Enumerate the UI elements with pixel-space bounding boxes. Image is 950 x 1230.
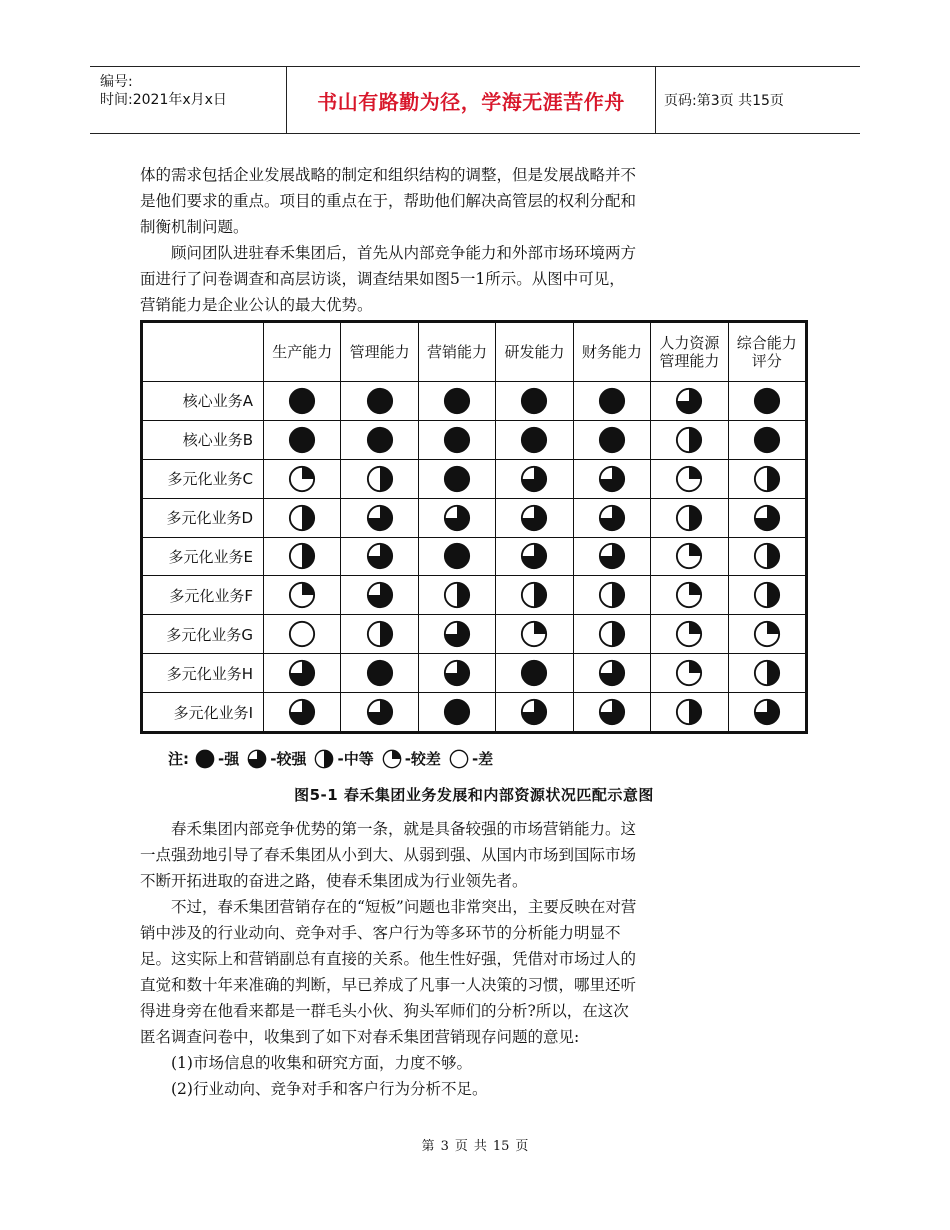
rating-cell xyxy=(496,693,573,732)
rating-cell xyxy=(573,576,650,615)
rating-three-quarter-icon xyxy=(520,542,548,570)
rating-cell xyxy=(651,420,728,459)
legend-item xyxy=(449,748,493,769)
footer-text: 页 xyxy=(454,1139,468,1154)
rating-cell xyxy=(573,537,650,576)
rating-cell xyxy=(496,382,573,421)
matrix-header-row xyxy=(143,323,806,382)
rating-half-icon xyxy=(675,426,703,454)
rating-cell xyxy=(264,498,341,537)
rating-three-quarter-icon xyxy=(598,698,626,726)
rating-full-icon xyxy=(443,426,471,454)
column-header xyxy=(573,323,650,382)
column-header-line: 评分 xyxy=(751,352,782,370)
rating-full-icon xyxy=(288,426,316,454)
table-row xyxy=(143,498,806,537)
rating-cell xyxy=(496,498,573,537)
matrix-table xyxy=(142,322,806,732)
table-row xyxy=(143,537,806,576)
rating-cell xyxy=(418,498,495,537)
matrix-body xyxy=(143,382,806,732)
rating-full-icon xyxy=(195,749,215,769)
rating-three-quarter-icon xyxy=(598,659,626,687)
rating-cell xyxy=(728,382,805,421)
rating-three-quarter-icon xyxy=(520,465,548,493)
rating-cell xyxy=(496,420,573,459)
rating-cell xyxy=(651,615,728,654)
footer-text: 第 xyxy=(421,1139,435,1154)
rating-quarter-icon xyxy=(382,749,402,769)
rating-half-icon xyxy=(753,465,781,493)
column-header xyxy=(496,323,573,382)
row-label: 多元化业务D xyxy=(143,498,264,537)
rating-cell xyxy=(573,615,650,654)
row-label: 多元化业务F xyxy=(143,576,264,615)
rating-quarter-icon xyxy=(675,620,703,648)
rating-three-quarter-icon xyxy=(288,659,316,687)
rating-quarter-icon xyxy=(288,465,316,493)
rating-cell xyxy=(418,654,495,693)
row-label: 核心业务A xyxy=(143,382,264,421)
top-paragraph: 体的需求包括企业发展战略的制定和组织结构的调整，但是发展战略并不是他们要求的重点。项目的重点在于，帮助他们解决高管层的权利分配和制衡机制问题。 xyxy=(140,166,637,236)
rating-full-icon xyxy=(366,387,394,415)
document-number-label: 编号: xyxy=(100,74,133,90)
rating-cell xyxy=(651,576,728,615)
column-header-line: 综合能力 xyxy=(736,334,797,352)
rating-full-icon xyxy=(443,542,471,570)
rating-full-icon xyxy=(288,387,316,415)
rating-three-quarter-icon xyxy=(443,659,471,687)
rating-half-icon xyxy=(288,504,316,532)
rating-cell xyxy=(728,654,805,693)
matrix-corner-cell xyxy=(143,323,264,382)
page-footer xyxy=(0,1135,950,1154)
rating-three-quarter-icon xyxy=(598,542,626,570)
document-time-label: 时间:2021年x月x日 xyxy=(100,92,227,108)
row-label: 多元化业务I xyxy=(143,693,264,732)
rating-cell xyxy=(573,498,650,537)
row-label: 多元化业务H xyxy=(143,654,264,693)
legend-item xyxy=(195,748,239,769)
rating-cell xyxy=(341,459,418,498)
rating-half-icon xyxy=(753,659,781,687)
column-header-line: 财务能力 xyxy=(581,343,642,361)
header-meta xyxy=(90,67,286,133)
column-header-line: 人力资源 xyxy=(659,334,720,352)
rating-cell xyxy=(264,654,341,693)
rating-empty-icon xyxy=(288,620,316,648)
rating-full-icon xyxy=(520,659,548,687)
rating-cell xyxy=(573,420,650,459)
body-text-bottom xyxy=(140,816,640,1102)
rating-cell xyxy=(496,576,573,615)
rating-cell xyxy=(651,693,728,732)
rating-half-icon xyxy=(598,620,626,648)
rating-cell xyxy=(496,654,573,693)
rating-cell xyxy=(264,382,341,421)
table-row xyxy=(143,654,806,693)
rating-half-icon xyxy=(443,581,471,609)
rating-cell xyxy=(418,537,495,576)
rating-cell xyxy=(573,654,650,693)
rating-cell xyxy=(341,382,418,421)
rating-cell xyxy=(264,459,341,498)
rating-full-icon xyxy=(753,387,781,415)
rating-quarter-icon xyxy=(675,465,703,493)
rating-cell xyxy=(496,537,573,576)
rating-half-icon xyxy=(753,581,781,609)
rating-full-icon xyxy=(443,698,471,726)
column-header-line: 管理能力 xyxy=(659,352,720,370)
rating-three-quarter-icon xyxy=(753,698,781,726)
rating-cell xyxy=(573,382,650,421)
rating-three-quarter-icon xyxy=(247,749,267,769)
rating-cell xyxy=(418,420,495,459)
rating-cell xyxy=(651,382,728,421)
rating-three-quarter-icon xyxy=(753,504,781,532)
column-header xyxy=(728,323,805,382)
rating-quarter-icon xyxy=(675,581,703,609)
rating-cell xyxy=(341,537,418,576)
rating-cell xyxy=(651,537,728,576)
rating-full-icon xyxy=(753,426,781,454)
legend-label: -差 xyxy=(471,750,494,768)
legend-label: -中等 xyxy=(337,750,374,768)
rating-cell xyxy=(651,654,728,693)
rating-three-quarter-icon xyxy=(366,581,394,609)
rating-cell xyxy=(341,654,418,693)
rating-full-icon xyxy=(598,426,626,454)
rating-full-icon xyxy=(366,426,394,454)
rating-three-quarter-icon xyxy=(366,698,394,726)
rating-half-icon xyxy=(288,542,316,570)
bottom-paragraph: 春禾集团内部竞争优势的第一条，就是具备较强的市场营销能力。这一点强劲地引导了春禾集团从小到大、从弱到强、从国内市场到国际市场不断开拓进取的奋进之路，使春禾集团成为行业领先者。 xyxy=(140,820,637,890)
rating-three-quarter-icon xyxy=(520,504,548,532)
legend xyxy=(168,748,499,769)
footer-text: 页 xyxy=(515,1139,529,1154)
footer-text: 15 xyxy=(492,1139,510,1154)
rating-half-icon xyxy=(753,542,781,570)
rating-cell xyxy=(418,615,495,654)
bottom-paragraph: (1)市场信息的收集和研究方面，力度不够。 xyxy=(171,1054,472,1072)
legend-note: 注: xyxy=(168,750,189,768)
rating-cell xyxy=(264,420,341,459)
rating-cell xyxy=(264,615,341,654)
rating-half-icon xyxy=(314,749,334,769)
rating-cell xyxy=(496,459,573,498)
rating-cell xyxy=(341,420,418,459)
rating-cell xyxy=(418,576,495,615)
bottom-paragraph: (2)行业动向、竞争对手和客户行为分析不足。 xyxy=(171,1080,488,1098)
column-header xyxy=(651,323,728,382)
header-motto: 书山有路勤为径，学海无涯苦作舟 xyxy=(286,67,656,133)
rating-cell xyxy=(264,537,341,576)
legend-item xyxy=(382,748,441,769)
rating-three-quarter-icon xyxy=(598,465,626,493)
table-row xyxy=(143,420,806,459)
bottom-paragraph: 不过，春禾集团营销存在的“短板”问题也非常突出，主要反映在对营销中涉及的行业动向、竞争对手、客户行为等多环节的分析能力明显不足。这实际上和营销副总有直接的关系。他生性好强，凭借对市场过人的直觉和数十年来准确的判断，早已养成了凡事一人决策的习惯，哪里还听得进身旁在他看来都是一群毛头小伙、狗头军师们的分析?所以，在这次匿名调查问卷中，收集到了如下对春禾集团营销现存问题的意见: xyxy=(140,898,637,1046)
rating-cell xyxy=(418,459,495,498)
rating-cell xyxy=(418,693,495,732)
rating-cell xyxy=(573,459,650,498)
rating-cell xyxy=(264,693,341,732)
rating-full-icon xyxy=(443,387,471,415)
legend-item xyxy=(247,748,306,769)
rating-three-quarter-icon xyxy=(366,504,394,532)
rating-cell xyxy=(573,693,650,732)
column-header-line: 研发能力 xyxy=(504,343,565,361)
rating-cell xyxy=(341,615,418,654)
rating-cell xyxy=(728,615,805,654)
rating-full-icon xyxy=(598,387,626,415)
rating-quarter-icon xyxy=(753,620,781,648)
column-header xyxy=(341,323,418,382)
rating-half-icon xyxy=(675,504,703,532)
rating-full-icon xyxy=(443,465,471,493)
rating-quarter-icon xyxy=(675,542,703,570)
row-label: 多元化业务G xyxy=(143,615,264,654)
rating-three-quarter-icon xyxy=(598,504,626,532)
rating-half-icon xyxy=(366,620,394,648)
rating-cell xyxy=(728,576,805,615)
body-text-top xyxy=(140,162,640,318)
table-row xyxy=(143,382,806,421)
column-header-line: 管理能力 xyxy=(349,343,410,361)
table-row xyxy=(143,459,806,498)
rating-cell xyxy=(341,693,418,732)
rating-half-icon xyxy=(598,581,626,609)
table-row xyxy=(143,615,806,654)
legend-label: -较强 xyxy=(270,750,307,768)
legend-item xyxy=(314,748,373,769)
header-page-label: 页码:第3页 共15页 xyxy=(664,93,784,109)
rating-half-icon xyxy=(366,465,394,493)
top-paragraph: 顾问团队进驻春禾集团后，首先从内部竞争能力和外部市场环境两方面进行了问卷调查和高层访谈，调查结果如图5一1所示。从图中可见，营销能力是企业公认的最大优势。 xyxy=(140,244,637,314)
row-label: 核心业务B xyxy=(143,420,264,459)
footer-text: 共 xyxy=(473,1139,487,1154)
legend-label: -强 xyxy=(218,750,240,768)
rating-three-quarter-icon xyxy=(443,620,471,648)
legend-label: -较差 xyxy=(404,750,441,768)
rating-full-icon xyxy=(520,387,548,415)
rating-cell xyxy=(651,498,728,537)
capability-matrix xyxy=(140,320,808,734)
rating-cell xyxy=(418,382,495,421)
rating-cell xyxy=(341,498,418,537)
row-label: 多元化业务E xyxy=(143,537,264,576)
column-header xyxy=(264,323,341,382)
rating-three-quarter-icon xyxy=(443,504,471,532)
rating-quarter-icon xyxy=(520,620,548,648)
rating-cell xyxy=(728,459,805,498)
table-row xyxy=(143,576,806,615)
row-label: 多元化业务C xyxy=(143,459,264,498)
column-header xyxy=(418,323,495,382)
rating-cell xyxy=(264,576,341,615)
rating-empty-icon xyxy=(449,749,469,769)
rating-cell xyxy=(496,615,573,654)
rating-cell xyxy=(728,498,805,537)
figure-caption: 图5-1 春禾集团业务发展和内部资源状况匹配示意图 xyxy=(294,786,654,804)
rating-quarter-icon xyxy=(675,659,703,687)
rating-three-quarter-icon xyxy=(288,698,316,726)
rating-three-quarter-icon xyxy=(366,542,394,570)
rating-three-quarter-icon xyxy=(520,698,548,726)
rating-half-icon xyxy=(520,581,548,609)
rating-cell xyxy=(341,576,418,615)
rating-cell xyxy=(728,420,805,459)
rating-cell xyxy=(728,537,805,576)
column-header-line: 生产能力 xyxy=(272,343,333,361)
rating-three-quarter-icon xyxy=(675,387,703,415)
rating-half-icon xyxy=(675,698,703,726)
footer-text: 3 xyxy=(440,1139,449,1154)
rating-cell xyxy=(728,693,805,732)
rating-quarter-icon xyxy=(288,581,316,609)
table-row xyxy=(143,693,806,732)
column-header-line: 营销能力 xyxy=(427,343,488,361)
rating-full-icon xyxy=(520,426,548,454)
page-header xyxy=(90,66,860,134)
rating-full-icon xyxy=(366,659,394,687)
rating-cell xyxy=(651,459,728,498)
